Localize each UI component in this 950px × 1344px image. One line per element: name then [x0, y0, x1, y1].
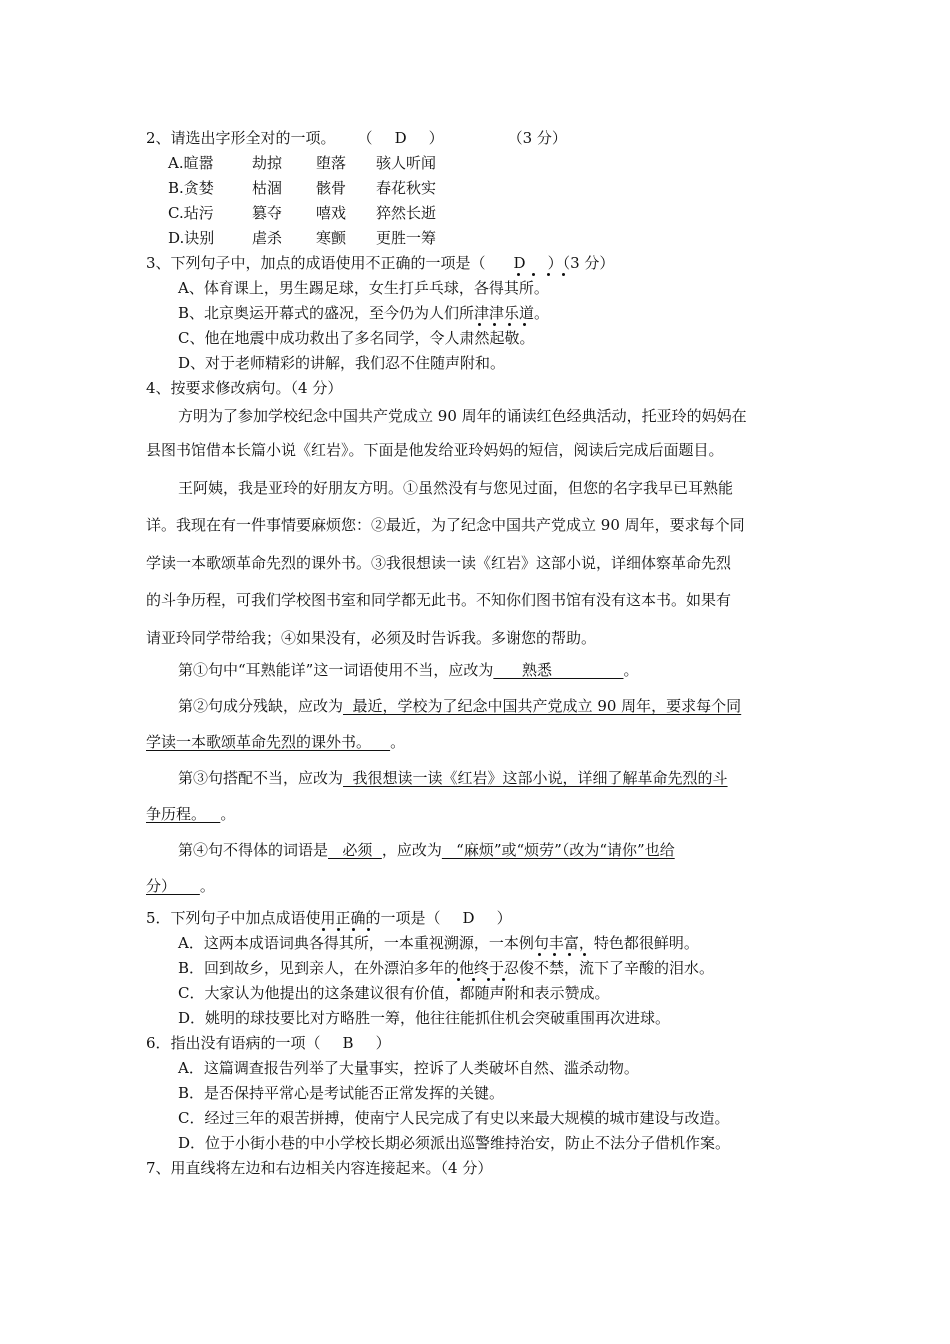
emphasis-dot	[547, 273, 550, 276]
emphasis-dot	[568, 953, 571, 956]
option-line: D、对于老师精彩的讲解，我们忍不住随声附和。	[178, 354, 506, 372]
paren: ）	[496, 909, 512, 927]
answer-prompt: 第②句成分残缺，应改为	[178, 697, 344, 715]
option-cell: D.诀别	[168, 229, 215, 247]
option-row	[168, 203, 436, 223]
answer-line-3-cont	[146, 804, 235, 824]
emphasis-dot	[337, 928, 340, 931]
emphasis-dot	[322, 928, 325, 931]
question-5-stem	[146, 908, 512, 928]
option-cell: 篡夺	[252, 204, 283, 222]
emphasis-dot	[457, 978, 460, 981]
option-row	[168, 153, 436, 173]
option-cell: 骸骨	[316, 179, 347, 197]
option-line: A．这篇调查报告列举了大量事实，控诉了人类破坏自然、滥杀动物。	[178, 1059, 639, 1077]
option-cell: 劫掠	[252, 154, 283, 172]
question-7-stem: 7、用直线将左边和右边相关内容连接起来。（4 分）	[146, 1159, 493, 1177]
option-cell: 虐杀	[252, 229, 283, 247]
passage-line: 王阿姨，我是亚玲的好朋友方明。①虽然没有与您见过面，但您的名字我早已耳熟能	[178, 479, 734, 497]
answer-line-2	[178, 696, 741, 716]
answer-line-4	[178, 840, 675, 860]
answer-line-4-cont	[146, 876, 215, 896]
answer-prompt: 第①句中“耳熟能详”这一词语使用不当，应改为	[178, 661, 494, 679]
answer-text: D	[513, 254, 526, 272]
emphasis-dot	[472, 978, 475, 981]
option-cell: 春花秋实	[376, 179, 437, 197]
option-line: A．这两本成语词典各得其所，一本重视溯源，一本例句丰富，特色都很鲜明。	[178, 934, 699, 952]
passage-line: 学读一本歌颂革命先烈的课外书。③我很想读一读《红岩》这部小说，详细体察革命先烈	[146, 554, 732, 572]
question-stem-text: 2、请选出字形全对的一项。	[146, 129, 336, 147]
option-line: B．是否保持平常心是考试能否正常发挥的关键。	[178, 1084, 505, 1102]
question-2-stem	[146, 128, 567, 148]
option-line: B．回到故乡，见到亲人，在外漂泊多年的他终于忍俊不禁，流下了辛酸的泪水。	[178, 959, 715, 977]
option-line: C．经过三年的艰苦拼搏，使南宁人民完成了有史以来最大规模的城市建设与改造。	[178, 1109, 730, 1127]
emphasis-dot	[508, 323, 511, 326]
punctuation: 。	[199, 877, 215, 895]
option-cell: 枯涸	[252, 179, 283, 197]
punctuation: 。	[220, 805, 236, 823]
option-line: B、北京奥运开幕式的盛况，至今仍为人们所津津乐道。	[178, 304, 550, 322]
punctuation: 。	[623, 661, 639, 679]
option-cell: 嘻戏	[316, 204, 347, 222]
emphasis-dot	[532, 273, 535, 276]
emphasis-dot	[367, 928, 370, 931]
answer-text: B	[342, 1034, 354, 1052]
question-stem-text: 3、下列句子中，加点的成语使用不正确的一项是（	[146, 254, 486, 272]
passage-line: 详。我现在有一件事情要麻烦您：②最近，为了纪念中国共产党成立 90 周年，要求每个同	[146, 516, 745, 534]
option-line: C．大家认为他提出的这条建议很有价值，都随声附和表示赞成。	[178, 984, 610, 1002]
option-line: D．位于小街小巷的中小学校长期必须派出巡警维持治安，防止不法分子借机作案。	[178, 1134, 731, 1152]
paren: ）	[375, 1034, 391, 1052]
filled-answer: 我很想读一读《红岩》这部小说，详细了解革命先烈的斗	[343, 769, 728, 787]
emphasis-dot	[502, 978, 505, 981]
option-cell: C.玷污	[168, 204, 214, 222]
emphasis-dot	[493, 323, 496, 326]
option-line: D．姚明的球技要比对方略胜一筹，他往往能抓住机会突破重围再次进球。	[178, 1009, 671, 1027]
score-text: ）（3 分）	[547, 254, 615, 272]
filled-answer: 学读一本歌颂革命先烈的课外书。	[146, 733, 391, 751]
answer-line-3	[178, 768, 728, 788]
filled-answer: 最近，学校为了纪念中国共产党成立 90 周年，要求每个同	[343, 697, 742, 715]
question-stem-text: 6．指出没有语病的一项（	[146, 1034, 321, 1052]
option-line: A、体育课上，男生踢足球，女生打乒乓球，各得其所。	[178, 279, 549, 297]
option-cell: A.暄嚣	[168, 154, 214, 172]
option-cell: 寒颤	[316, 229, 347, 247]
paren: ）	[428, 129, 444, 147]
emphasis-dot	[478, 323, 481, 326]
question-stem-text: 5．下列句子中加点成语使用正确的一项是（	[146, 909, 441, 927]
question-4-stem: 4、按要求修改病句。（4 分）	[146, 379, 343, 397]
emphasis-dot	[517, 273, 520, 276]
question-3-stem	[146, 253, 614, 273]
answer-text: D	[394, 129, 407, 147]
paren: （	[357, 129, 373, 147]
emphasis-dot	[583, 953, 586, 956]
filled-answer: 熟悉	[493, 661, 624, 679]
option-cell: 更胜一筹	[376, 229, 437, 247]
emphasis-dot	[538, 953, 541, 956]
punctuation: 。	[390, 733, 406, 751]
passage-line: 请亚玲同学带给我；④如果没有，必须及时告诉我。多谢您的帮助。	[146, 629, 597, 647]
passage-line: 的斗争历程，可我们学校图书室和同学都无此书。不知你们图书馆有没有这本书。如果有	[146, 591, 732, 609]
emphasis-dot	[487, 978, 490, 981]
answer-prompt: 第③句搭配不当，应改为	[178, 769, 344, 787]
filled-answer: “麻烦”或“烦劳”（改为“请你”也给	[441, 841, 675, 859]
emphasis-dot	[352, 928, 355, 931]
option-line: C、他在地震中成功救出了多名同学，令人肃然起敬。	[178, 329, 535, 347]
option-row	[168, 228, 436, 248]
answer-prompt: 第④句不得体的词语是	[178, 841, 329, 859]
option-cell: 猝然长逝	[376, 204, 437, 222]
option-cell: 骇人听闻	[376, 154, 437, 172]
answer-line-1	[178, 660, 639, 680]
filled-answer: 争历程。	[146, 805, 221, 823]
score-text: （3 分）	[507, 129, 567, 147]
option-row	[168, 178, 436, 198]
emphasis-dot	[562, 273, 565, 276]
emphasis-dot	[553, 953, 556, 956]
filled-answer: 必须	[328, 841, 382, 859]
emphasis-dot	[523, 323, 526, 326]
passage-line: 方明为了参加学校纪念中国共产党成立 90 周年的诵读红色经典活动，托亚玲的妈妈在	[178, 407, 747, 425]
answer-text: D	[462, 909, 475, 927]
passage-line: 县图书馆借本长篇小说《红岩》。下面是他发给亚玲妈妈的短信，阅读后完成后面题目。	[146, 441, 724, 459]
option-cell: 堕落	[316, 154, 347, 172]
answer-prompt: ，应改为	[381, 841, 442, 859]
filled-answer: 分）	[146, 877, 200, 895]
option-cell: B.贪婪	[168, 179, 214, 197]
question-6-stem	[146, 1033, 391, 1053]
answer-line-2-cont	[146, 732, 405, 752]
